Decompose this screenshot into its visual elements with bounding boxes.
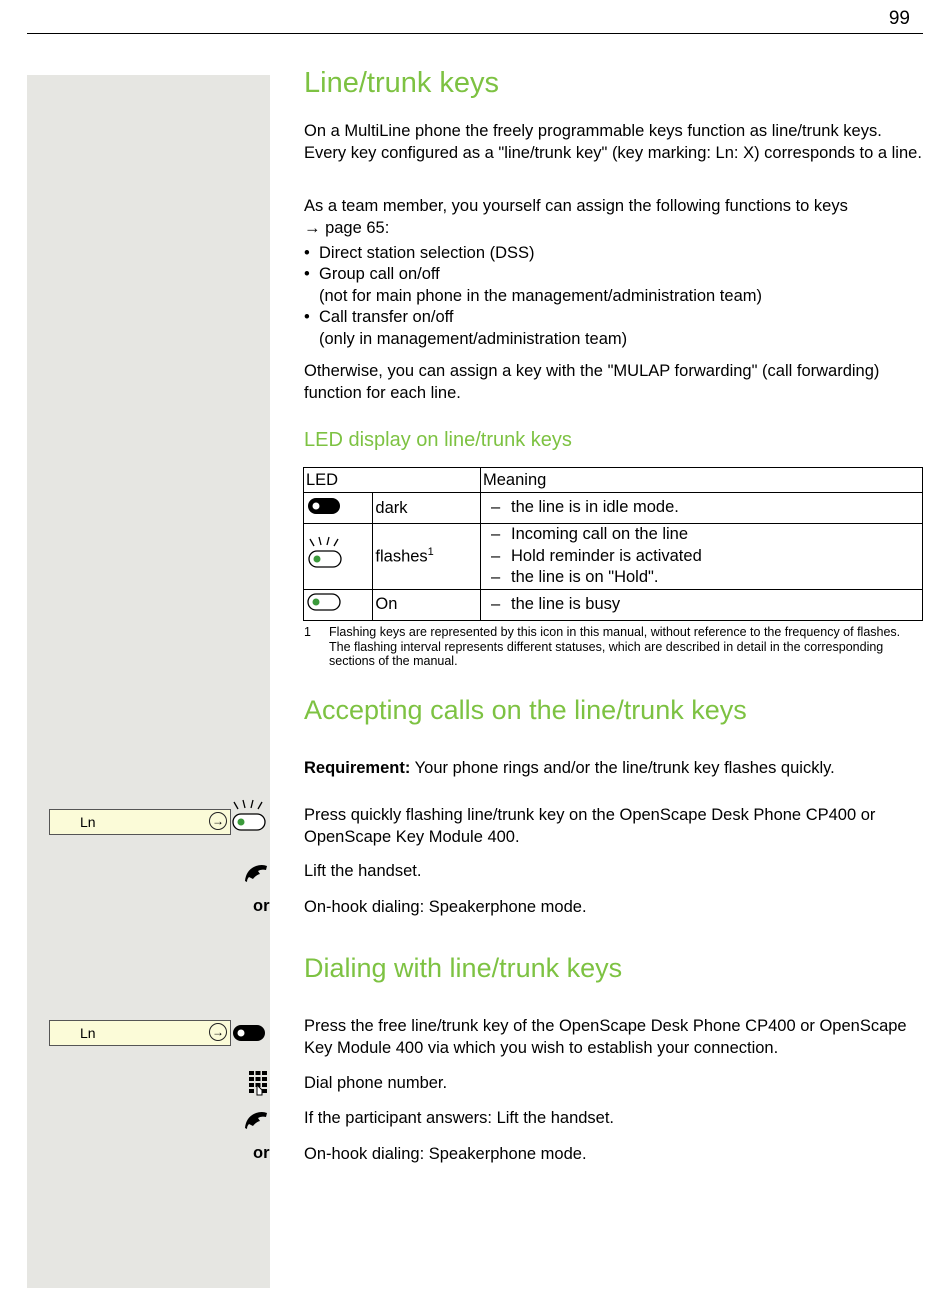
arrow-right-icon: → [209,812,227,830]
led-flashing-icon [230,798,270,836]
led-section-title: LED display on line/trunk keys [304,429,572,451]
led-dark-icon [231,1022,267,1044]
led-on-icon [306,591,342,613]
page-number: 99 [888,8,910,29]
footnote-text: Flashing keys are represented by this icon in this manual, without reference to the frequency of flashes. The flashing interval represents different statuses, which are described in detail in the corresponding sections of the manual. [329,625,901,668]
bullet-subtext: (only in management/administration team) [319,330,628,348]
handset-icon [242,1108,270,1132]
assign-line1: As a team member, you yourself can assign the following functions to keys [304,197,848,215]
meaning-text: Incoming call on the line [511,525,689,543]
requirement-text: Your phone rings and/or the line/trunk key flashes quickly. [410,759,835,777]
bullet-item: • Call transfer on/off [304,308,454,326]
meaning-text: the line is in idle mode. [511,498,679,517]
key-label: Ln [80,1025,96,1041]
table-row: On – the line is busy [304,589,923,620]
meaning-text: the line is on "Hold". [511,568,659,586]
meaning-column-header: Meaning [481,468,923,493]
requirement-paragraph [304,758,924,780]
table-row: dark – the line is in idle mode. [304,493,923,524]
step-text: On-hook dialing: Speakerphone mode. [304,898,587,916]
table-row: flashes$^1$ – Incoming call on the line – Hold reminder is activated – the line is on "Hold". [304,524,923,590]
section-title-dialing: Dialing with line/trunk keys [304,953,623,983]
assign-paragraph [304,196,924,239]
led-state: On [373,589,481,620]
step-text: Press the free line/trunk key of the OpenScape Desk Phone CP400 or OpenScape Key Module 400 via which you wish to establish your connection. [304,1017,907,1057]
section-title-accepting-calls: Accepting calls on the line/trunk keys [304,695,747,725]
header-rule [27,33,923,34]
or-label: or [253,897,270,915]
key-label: Ln [80,814,96,830]
intro-paragraph: On a MultiLine phone the freely programmable keys function as line/trunk keys. Every key configured as a "line/trunk key" (key marking: Ln: X) corresponds to a line. [304,122,922,162]
mulap-paragraph: Otherwise, you can assign a key with the "MULAP forwarding" (call forwarding) function for each line. [304,362,880,402]
step-text: Dial phone number. [304,1074,448,1092]
led-flashing-icon [306,535,346,573]
left-margin-column [27,75,270,1288]
led-column-header: LED [304,468,481,493]
line-key-ln[interactable] [49,809,231,835]
keypad-icon [248,1070,268,1096]
bullet-subtext: (not for main phone in the management/administration team) [319,287,762,305]
step-text: If the participant answers: Lift the handset. [304,1109,615,1127]
meaning-text: the line is busy [511,594,621,613]
section-title-line-trunk-keys: Line/trunk keys [304,67,500,99]
footnote-number: 1 [304,625,311,639]
or-label: or [253,1144,270,1162]
bullet-item: • Group call on/off [304,265,440,283]
line-key-ln[interactable] [49,1020,231,1046]
footnote [304,625,924,669]
footnote-marker: 1 [427,546,434,558]
meaning-text: Hold reminder is activated [511,546,702,565]
page-reference-link[interactable]: → page 65: [304,218,390,237]
led-state: flashes [375,547,428,566]
arrow-right-icon: → [209,1023,227,1041]
led-state: dark [373,493,481,524]
led-table [303,467,923,621]
bullet-item: • Direct station selection (DSS) [304,244,535,262]
led-dark-icon [306,495,342,517]
step-text: Press quickly flashing line/trunk key on the OpenScape Desk Phone CP400 or OpenScape Key Module 400. [304,806,876,846]
step-text: On-hook dialing: Speakerphone mode. [304,1145,587,1163]
requirement-label: Requirement: [304,759,411,777]
handset-icon [242,861,270,885]
step-text: Lift the handset. [304,862,422,880]
